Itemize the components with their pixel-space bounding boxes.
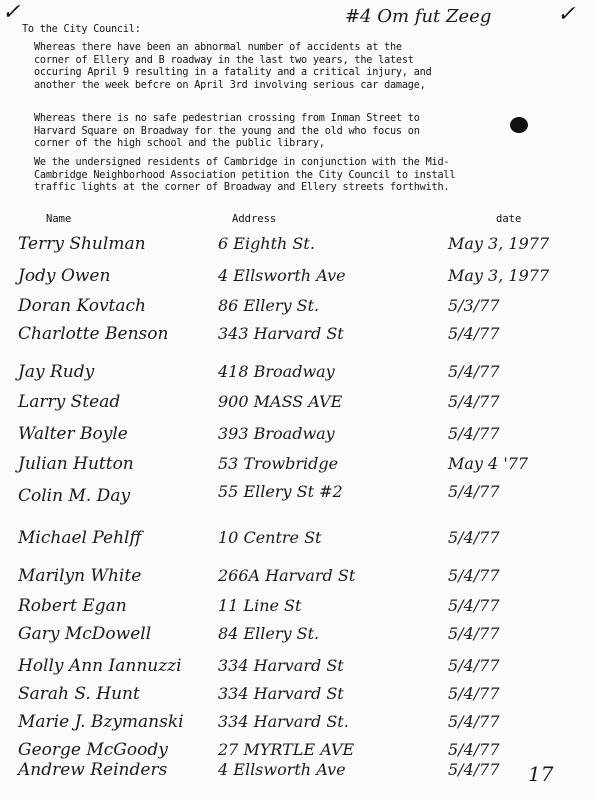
column-header-date: date: [496, 213, 522, 225]
signature-date: 5/4/77: [448, 324, 500, 343]
signature-address: 418 Broadway: [218, 362, 335, 381]
signature-address: 10 Centre St: [218, 528, 322, 547]
corner-check-mark: ✓: [2, 0, 21, 25]
signature-row: [0, 482, 596, 512]
signature-name: Gary McDowell: [18, 624, 152, 644]
signature-row: [0, 266, 596, 296]
signature-date: 5/4/77: [448, 596, 500, 615]
signature-address: 334 Harvard St: [218, 656, 344, 675]
signature-row: [0, 760, 596, 790]
signature-row: [0, 566, 596, 596]
signature-address: 4 Ellsworth Ave: [218, 760, 346, 779]
signature-name: Doran Kovtach: [18, 296, 146, 316]
signature-name: Terry Shulman: [18, 234, 146, 254]
signature-date: May 3, 1977: [448, 266, 550, 285]
signature-address: 900 MASS AVE: [218, 392, 343, 411]
signature-date: 5/4/77: [448, 392, 500, 411]
signature-name: Andrew Reinders: [18, 760, 168, 780]
signature-date: 5/3/77: [448, 296, 500, 315]
signature-name: Robert Egan: [18, 596, 127, 616]
signature-row: [0, 424, 596, 454]
signature-name: Colin M. Day: [18, 486, 131, 506]
signature-date: 5/4/77: [448, 656, 500, 675]
signature-date: May 4 '77: [448, 454, 529, 473]
signature-row: [0, 324, 596, 354]
signature-date: 5/4/77: [448, 424, 500, 443]
signature-address: 343 Harvard St: [218, 324, 344, 343]
signature-name: Michael Pehlff: [18, 528, 142, 548]
signature-address: 266A Harvard St: [218, 566, 356, 585]
whereas-paragraph-1: Whereas there have been an abnormal number of accidents at the corner of Ellery and B roadway in the last two years, the latest occuring April 9 resulting in a fatality and a critical injury, and another the week befcre on April 3rd involving serious car damage,: [34, 42, 432, 91]
signature-row: [0, 656, 596, 686]
page-number: 17: [528, 762, 554, 786]
signature-address: 4 Ellsworth Ave: [218, 266, 346, 285]
signature-date: 5/4/77: [448, 528, 500, 547]
handwritten-header-note: #4 Om fut Zeeg: [345, 6, 492, 27]
signature-row: [0, 684, 596, 714]
petition-paragraph: We the undersigned residents of Cambridge in conjunction with the Mid- Cambridge Neighborhood Association petition the City Council to install traffic lights at the corner of Broadway and Ellery streets forthwith.: [34, 157, 456, 193]
column-header-address: Address: [232, 213, 277, 225]
signature-row: [0, 362, 596, 392]
signature-row: [0, 712, 596, 742]
signature-date: 5/4/77: [448, 760, 500, 779]
signature-address: 53 Trowbridge: [218, 454, 339, 473]
signature-name: George McGoody: [18, 740, 168, 760]
signature-name: Larry Stead: [18, 392, 121, 412]
signature-address: 55 Ellery St #2: [218, 482, 343, 501]
signature-address: 334 Harvard St: [218, 684, 344, 703]
signature-name: Charlotte Benson: [18, 324, 169, 344]
signature-name: Jody Owen: [18, 266, 111, 286]
signature-name: Marie J. Bzymanski: [18, 712, 184, 732]
signature-address: 393 Broadway: [218, 424, 335, 443]
signature-name: Marilyn White: [18, 566, 142, 586]
signature-name: Holly Ann Iannuzzi: [18, 656, 182, 676]
column-header-name: Name: [46, 213, 72, 225]
check-mark: ✓: [557, 2, 576, 27]
signature-row: [0, 234, 596, 264]
signature-address: 84 Ellery St.: [218, 624, 320, 643]
signature-date: May 3, 1977: [448, 234, 550, 253]
ink-blot: [510, 117, 528, 133]
signature-row: [0, 528, 596, 558]
signature-row: [0, 624, 596, 654]
signature-date: 5/4/77: [448, 362, 500, 381]
signature-address: 86 Ellery St.: [218, 296, 320, 315]
signature-name: Jay Rudy: [18, 362, 95, 382]
signature-name: Sarah S. Hunt: [18, 684, 140, 704]
signature-row: [0, 296, 596, 326]
signature-address: 334 Harvard St.: [218, 712, 349, 731]
signature-address: 6 Eighth St.: [218, 234, 315, 253]
signature-row: [0, 454, 596, 484]
signature-row: [0, 596, 596, 626]
signature-row: [0, 392, 596, 422]
signature-date: 5/4/77: [448, 740, 500, 759]
signature-date: 5/4/77: [448, 482, 500, 501]
signature-date: 5/4/77: [448, 684, 500, 703]
signature-name: Julian Hutton: [18, 454, 134, 474]
signature-name: Walter Boyle: [18, 424, 128, 444]
signature-address: 27 MYRTLE AVE: [218, 740, 355, 759]
whereas-paragraph-2: Whereas there is no safe pedestrian crossing from Inman Street to Harvard Square on Broadway for the young and the old who focus on corner of the high school and the public library,: [34, 113, 420, 149]
signature-date: 5/4/77: [448, 566, 500, 585]
salutation: To the City Council:: [22, 24, 141, 35]
signature-address: 11 Line St: [218, 596, 302, 615]
signature-date: 5/4/77: [448, 712, 500, 731]
signature-date: 5/4/77: [448, 624, 500, 643]
